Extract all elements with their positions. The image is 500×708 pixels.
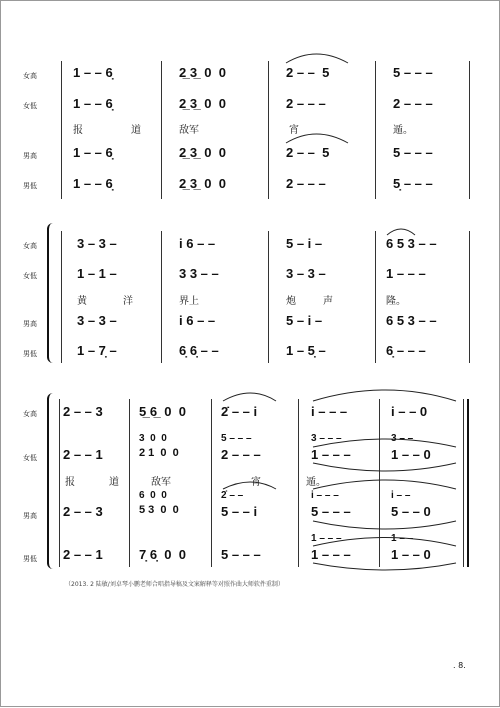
lyric: 遁。 [393, 125, 413, 136]
measure: 2 – – – [221, 447, 261, 462]
upper-part: 2̇ – – [221, 490, 244, 501]
tie [313, 439, 456, 447]
upper-part: 3 – – [391, 433, 414, 444]
measure: i 6 – – [179, 313, 216, 328]
measure: 2 – – – [286, 176, 326, 191]
measure: 6̣ – – – [386, 343, 426, 358]
measure: 2 – – 1 [63, 547, 103, 562]
lyric: 报 [65, 477, 75, 488]
measure: 1 – – 6̣ [73, 145, 113, 160]
upper-part: 1 – – [391, 533, 414, 544]
tie [286, 54, 348, 63]
tie [313, 563, 456, 570]
lyric: 报 [73, 125, 83, 136]
measure: 3 – 3 – [286, 266, 326, 281]
measure: 5 – – 0 [391, 504, 431, 519]
slur [387, 229, 415, 235]
voice-label: 女高 [23, 72, 37, 80]
measure: 2 – – 5 [286, 65, 330, 80]
measure: 1 – – – [311, 547, 351, 562]
upper-part: 3 0 0 [139, 433, 167, 444]
lyric: 洋 [123, 296, 133, 307]
voice-label: 男低 [23, 555, 37, 563]
measure: 2̲ 3̲ 0 0 [179, 145, 226, 160]
measure: 6 5 3 – – [386, 236, 437, 251]
tie [313, 390, 456, 401]
tie [313, 521, 456, 529]
measure: 2̲ 3̲ 0 0 [179, 176, 226, 191]
upper-part: 5 – – – [221, 433, 252, 444]
lyric: 遁。 [306, 477, 326, 488]
measure: 5 – i – [286, 236, 323, 251]
tie [286, 134, 348, 143]
upper-part: i – – [391, 490, 411, 501]
voice-label: 女低 [23, 454, 37, 462]
tie [313, 480, 456, 489]
upper-part: 3 – – – [311, 433, 342, 444]
measure: i 6 – – [179, 236, 216, 251]
lyric: 道 [109, 477, 119, 488]
lyric: 炮 [286, 296, 296, 307]
measure: 5̲ 6̲ 0 0 [139, 404, 186, 419]
lyric: 道 [131, 125, 141, 136]
measure: 1 – – – [311, 447, 351, 462]
measure: 5 3 0 0 [139, 504, 179, 516]
measure: 1 – – – [386, 266, 426, 281]
voice-label: 男低 [23, 182, 37, 190]
measure: 3 – 3 – [77, 236, 117, 251]
voice-label: 男高 [23, 512, 37, 520]
measure: 2 1 0 0 [139, 447, 179, 459]
measure: 1 – – 0 [391, 447, 431, 462]
measure: 5 – i – [286, 313, 323, 328]
measure: 2 – – – [393, 96, 433, 111]
measure: 1 – 1 – [77, 266, 117, 281]
voice-label: 女高 [23, 242, 37, 250]
voice-label: 女高 [23, 410, 37, 418]
measure: i – – 0 [391, 404, 428, 419]
measure: 6̣ 6̣ – – [179, 343, 219, 358]
lyric: 声 [323, 296, 333, 307]
measure: i – – – [311, 404, 348, 419]
upper-part: i – – – [311, 490, 339, 501]
measure: 1 – – 6̣ [73, 96, 113, 111]
measure: 5 – – – [393, 65, 433, 80]
measure: 1 – – 6̣ [73, 176, 113, 191]
measure: 2 – – 3 [63, 404, 103, 419]
upper-part: 6 0 0 [139, 490, 167, 501]
measure: 1 – – 0 [391, 547, 431, 562]
measure: 1 – 5̣ – [286, 343, 326, 358]
upper-part: 1 – – – [311, 533, 342, 544]
lyric: 隆。 [386, 296, 406, 307]
measure: 2̇ – – i [221, 404, 258, 419]
measure: 2 – – 1 [63, 447, 103, 462]
measure: 5 – – – [393, 145, 433, 160]
measure: 3 3 – – [179, 266, 219, 281]
measure: 3 – 3 – [77, 313, 117, 328]
tie [223, 482, 276, 489]
tie [313, 463, 456, 471]
tie [313, 538, 456, 547]
measure: 5 – – – [311, 504, 351, 519]
measure: 2 – – – [286, 96, 326, 111]
measure: 2̲ 3̲ 0 0 [179, 96, 226, 111]
voice-label: 女低 [23, 102, 37, 110]
lyric: 宵 [289, 125, 299, 136]
measure: 5 – – i [221, 504, 258, 519]
measure: 2 – – 5 [286, 145, 330, 160]
measure: 1 – 7̣ – [77, 343, 117, 358]
lyric: 宵 [251, 477, 261, 488]
voice-label: 男低 [23, 350, 37, 358]
lyric: 界上 [179, 296, 199, 307]
measure: 5 – – – [221, 547, 261, 562]
measure: 6 5 3 – – [386, 313, 437, 328]
tie [223, 393, 276, 401]
lyric: 敌军 [151, 477, 171, 488]
voice-label: 女低 [23, 272, 37, 280]
page-number: . 8. [453, 661, 466, 670]
lyric: 敌军 [179, 125, 199, 136]
footnote: （2013. 2 陆敏/刘卓琴小鹏老师合唱指导稿及文案解释等对照作曲大师软件重制） [65, 581, 284, 588]
measure: 5̣ – – – [393, 176, 433, 191]
voice-label: 男高 [23, 320, 37, 328]
voice-label: 男高 [23, 152, 37, 160]
lyric: 黄 [77, 296, 87, 307]
slurs [1, 1, 500, 708]
measure: 2 – – 3 [63, 504, 103, 519]
measure: 7̣ 6̣ 0 0 [139, 547, 186, 562]
measure: 1 – – 6̣ [73, 65, 113, 80]
measure: 2̲ 3̲ 0 0 [179, 65, 226, 80]
